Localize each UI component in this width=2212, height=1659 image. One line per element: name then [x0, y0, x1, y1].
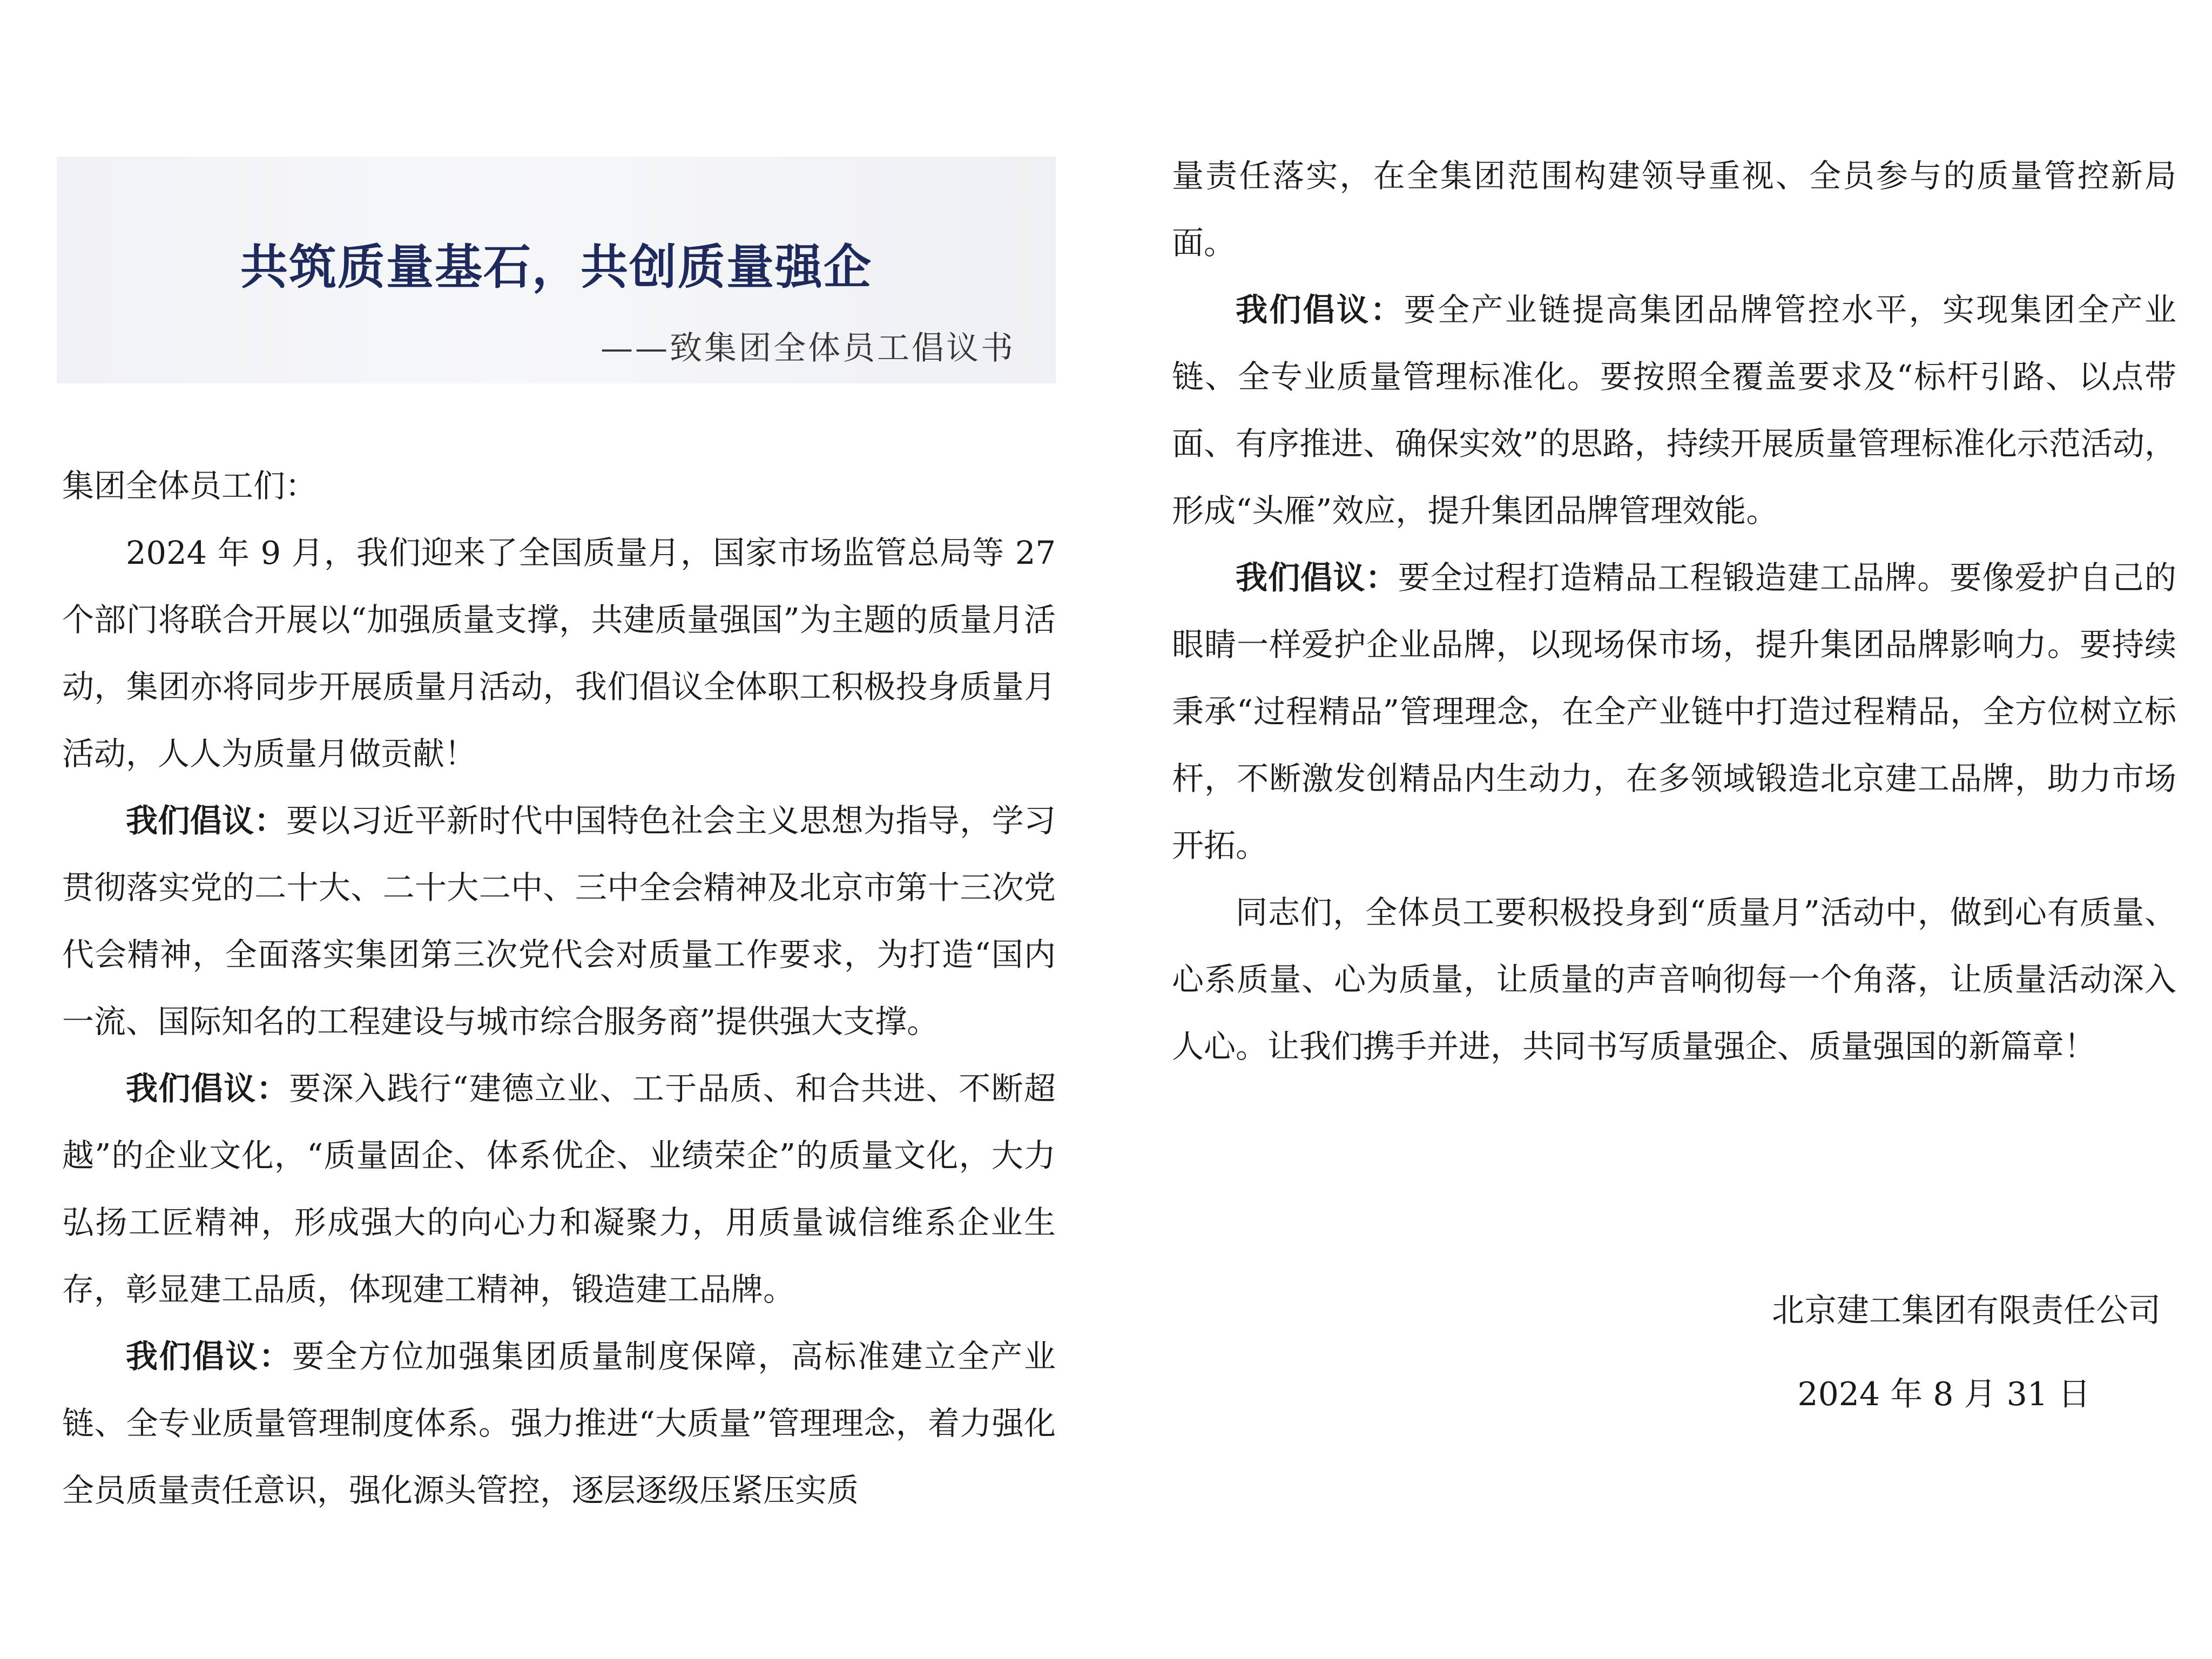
proposal-paragraph-3-continued: 量责任落实，在全集团范围构建领导重视、全员参与的质量管控新局面。: [1172, 157, 2176, 261]
signature-block: [1772, 1269, 2161, 1437]
right-column: [1172, 143, 2176, 1080]
proposal-label: 我们倡议：: [1236, 291, 1404, 328]
document-title: 共筑质量基石，共创质量强企: [240, 239, 872, 295]
proposal-text: 要全过程打造精品工程锻造建工品牌。要像爱护自己的眼睛一样爱护企业品牌，以现场保市场，提升集团品牌影响力。要持续秉承“过程精品”管理理念，在全产业链中打造过程精品，全方位树立标杆，不断激发创精品内生动力，在多领域锻造北京建工品牌，助力市场开拓。: [1172, 559, 2176, 864]
proposal-text: 要深入践行“建德立业、工于品质、和合共进、不断超越”的企业文化，“质量固企、体系优企、业绩荣企”的质量文化，大力弘扬工匠精神，形成强大的向心力和凝聚力，用质量诚信维系企业生存，彰显建工品质，体现建工精神，锻造建工品牌。: [62, 1070, 1056, 1308]
proposal-paragraph-1: [62, 787, 1056, 1055]
salutation: 集团全体员工们：: [62, 467, 318, 504]
document-subtitle: ——致集团全体员工倡议书: [601, 329, 1015, 367]
signature-company: 北京建工集团有限责任公司: [1772, 1292, 2161, 1330]
left-column: [62, 453, 1056, 1524]
proposal-label: 我们倡议：: [1236, 559, 1398, 596]
proposal-text: 要全产业链提高集团品牌管控水平，实现集团全产业链、全专业质量管理标准化。要按照全覆盖要求及“标杆引路、以点带面、有序推进、确保实效”的思路，持续开展质量管理标准化示范活动，形成“头雁”效应，提升集团品牌管理效能。: [1172, 291, 2176, 529]
proposal-text: 要全方位加强集团质量制度保障，高标准建立全产业链、全专业质量管理制度体系。强力推进“大质量”管理理念，着力强化全员质量责任意识，强化源头管控，逐层逐级压紧压实质: [62, 1338, 1056, 1509]
signature-date: 2024 年 8 月 31 日: [1797, 1375, 2090, 1413]
proposal-label: 我们倡议：: [126, 1070, 289, 1107]
proposal-paragraph-5: [1172, 544, 2176, 879]
closing-paragraph: 同志们，全体员工要积极投身到“质量月”活动中，做到心有质量、心系质量、心为质量，让质量的声音响彻每一个角落，让质量活动深入人心。让我们携手并进，共同书写质量强企、质量强国的新篇章！: [1172, 894, 2176, 1065]
proposal-paragraph-3: [62, 1323, 1056, 1524]
proposal-paragraph-4: [1172, 276, 2176, 544]
proposal-label: 我们倡议：: [126, 802, 286, 839]
intro-paragraph: 2024 年 9 月，我们迎来了全国质量月，国家市场监管总局等 27 个部门将联合开展以“加强质量支撑，共建质量强国”为主题的质量月活动，集团亦将同步开展质量月活动，我们倡议全体职工积极投身质量月活动，人人为质量月做贡献！: [62, 534, 1056, 772]
title-banner: [57, 157, 1056, 383]
proposal-text: 要以习近平新时代中国特色社会主义思想为指导，学习贯彻落实党的二十大、二十大二中、三中全会精神及北京市第十三次党代会精神，全面落实集团第三次党代会对质量工作要求，为打造“国内一流、国际知名的工程建设与城市综合服务商”提供强大支撑。: [62, 802, 1056, 1040]
proposal-label: 我们倡议：: [126, 1338, 292, 1375]
proposal-paragraph-2: [62, 1055, 1056, 1323]
